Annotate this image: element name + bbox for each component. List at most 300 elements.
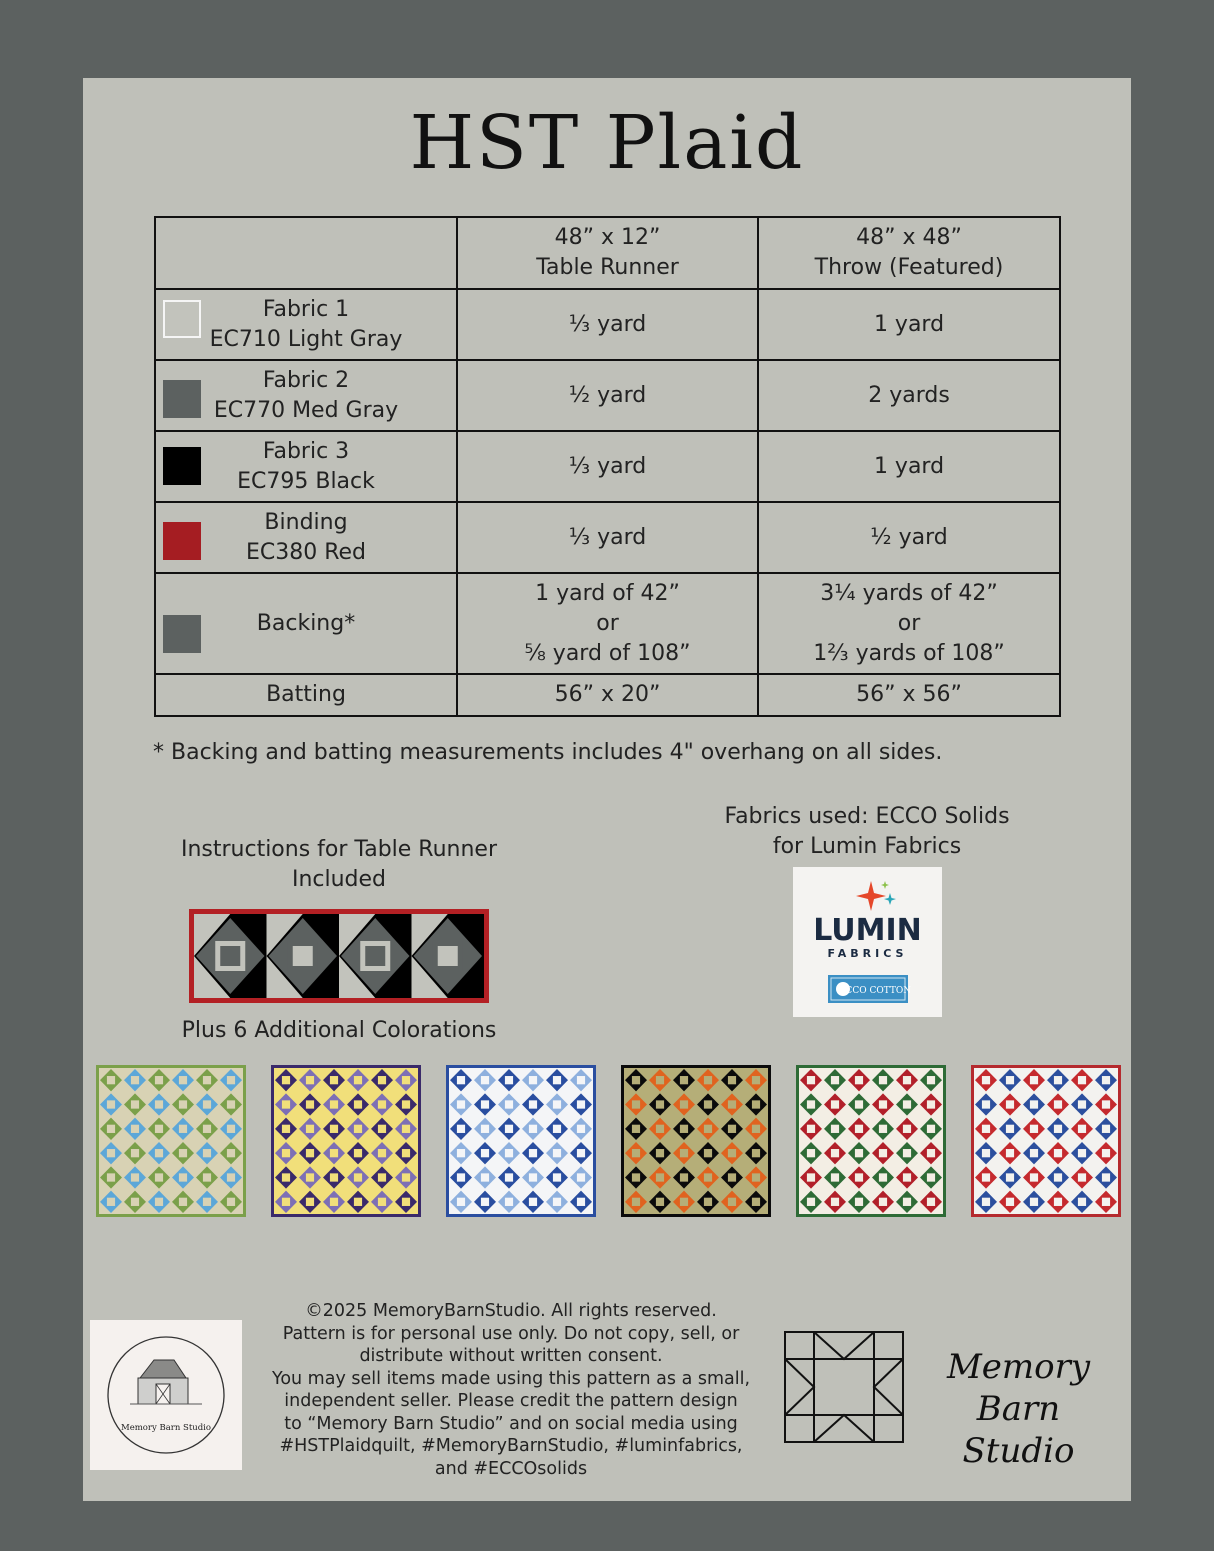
quilt-square (282, 1076, 290, 1084)
fabrics-used-line: Fabrics used: ECCO Solids (724, 804, 1010, 829)
sparkle-icon (884, 893, 896, 905)
quilt-square (529, 1173, 537, 1181)
quilt-square (481, 1173, 489, 1181)
quilt-square (354, 1076, 362, 1084)
instructions-text (139, 835, 539, 895)
quilt-square (1078, 1100, 1086, 1108)
lumin-subtitle: FABRICS (827, 947, 908, 960)
fabric-swatch (163, 300, 201, 338)
quilt-square (306, 1149, 314, 1157)
quilt-square (632, 1198, 640, 1206)
coloration-thumbnail (271, 1065, 421, 1217)
quilt-square (203, 1076, 211, 1084)
quilt-square (577, 1100, 585, 1108)
page-title: HST Plaid (409, 100, 805, 186)
quilt-square (855, 1149, 863, 1157)
quilt-square (378, 1149, 386, 1157)
quilt-square (306, 1125, 314, 1133)
quilt-square (577, 1125, 585, 1133)
overhang-note: * Backing and batting measurements includes 4" overhang on all sides. (153, 740, 943, 765)
fabric-swatch (163, 447, 201, 485)
table-row-backing (155, 573, 1060, 674)
fabric-name: Fabric 1 (262, 296, 350, 322)
quilt-square (831, 1076, 839, 1084)
quilt-square (306, 1173, 314, 1181)
quilt-square (282, 1149, 290, 1157)
quilt-square (1078, 1076, 1086, 1084)
quilt-square (632, 1076, 640, 1084)
fabric-name: Binding (264, 509, 348, 535)
quilt-square (680, 1100, 688, 1108)
quilt-square (131, 1173, 139, 1181)
instructions-line: Included (291, 867, 387, 892)
quilt-square (728, 1076, 736, 1084)
quilt-square (1030, 1100, 1038, 1108)
table-row-batting (155, 674, 1060, 716)
quilt-square (1030, 1076, 1038, 1084)
quilt-square (553, 1076, 561, 1084)
instructions-line: Instructions for Table Runner (180, 837, 498, 862)
quilt-background (974, 1068, 1118, 1214)
quilt-square (903, 1100, 911, 1108)
quilt-square (227, 1149, 235, 1157)
quilt-background (99, 1068, 243, 1214)
quilt-square (704, 1100, 712, 1108)
quilt-square (1078, 1198, 1086, 1206)
coloration-quilt-graphic (621, 1065, 771, 1217)
quilt-square (680, 1173, 688, 1181)
quilt-square (1030, 1149, 1038, 1157)
quilt-square (927, 1076, 935, 1084)
quilt-square (1054, 1173, 1062, 1181)
quilt-square (807, 1100, 815, 1108)
pattern-page (83, 78, 1131, 1501)
fabric-name: Fabric 2 (262, 367, 350, 393)
quilt-square (927, 1198, 935, 1206)
quilt-square (903, 1076, 911, 1084)
quilt-square (1054, 1100, 1062, 1108)
table-runner-illustration (189, 909, 489, 1003)
fabric-requirements-table (154, 216, 1061, 717)
quilt-square (1102, 1100, 1110, 1108)
header-size: 48” x 12” (554, 225, 661, 250)
header-cell-table-runner (457, 217, 758, 289)
quilt-square (656, 1100, 664, 1108)
quilt-square (577, 1198, 585, 1206)
throw-amount (758, 573, 1060, 674)
quilt-square (457, 1198, 465, 1206)
ecco-badge-text: ECCO COTTON (838, 986, 912, 996)
quilt-square (505, 1076, 513, 1084)
quilt-square (505, 1173, 513, 1181)
quilt-square (807, 1173, 815, 1181)
quilt-square (1006, 1100, 1014, 1108)
quilt-square (155, 1125, 163, 1133)
quilt-square (179, 1125, 187, 1133)
quilt-square (1030, 1125, 1038, 1133)
fabric-swatch (163, 380, 201, 418)
coloration-quilt-graphic (971, 1065, 1121, 1217)
quilt-square (704, 1198, 712, 1206)
quilt-square (903, 1125, 911, 1133)
quilt-square (354, 1149, 362, 1157)
quilt-square (378, 1173, 386, 1181)
coloration-thumbnail (971, 1065, 1121, 1217)
quilt-square (855, 1125, 863, 1133)
copyright-line: You may sell items made using this pattern as a small, (271, 1368, 751, 1389)
quilt-square (1030, 1198, 1038, 1206)
copyright-line: independent seller. Please credit the pattern design (284, 1391, 738, 1411)
quilt-square (330, 1173, 338, 1181)
quilt-square (179, 1100, 187, 1108)
quilt-square (903, 1173, 911, 1181)
quilt-square (752, 1076, 760, 1084)
quilt-square (354, 1173, 362, 1181)
brand-line: Memory Barn (946, 1347, 1091, 1429)
copyright-line: distribute without written consent. (359, 1346, 663, 1366)
quilt-square (1102, 1076, 1110, 1084)
quilt-square (927, 1125, 935, 1133)
quilt-square (680, 1125, 688, 1133)
quilt-square (227, 1125, 235, 1133)
quilt-square (457, 1076, 465, 1084)
quilt-square (330, 1125, 338, 1133)
backing-or: or (897, 610, 921, 636)
quilt-square (1054, 1125, 1062, 1133)
barn-logo-graphic (90, 1320, 242, 1470)
throw-amount: 1 yard (758, 289, 1060, 360)
quilt-square (879, 1149, 887, 1157)
quilt-square (529, 1125, 537, 1133)
fabric-swatch (163, 615, 201, 653)
quilt-square (107, 1125, 115, 1133)
throw-amount: ½ yard (758, 502, 1060, 573)
quilt-square (577, 1173, 585, 1181)
backing-option: 3¼ yards of 42” (820, 580, 998, 606)
quilt-square (1102, 1125, 1110, 1133)
runner-quilt-graphic (194, 914, 484, 998)
lumin-fabrics-logo (793, 867, 942, 1017)
quilt-square (879, 1100, 887, 1108)
table-header-row (155, 217, 1060, 289)
quilt-square (402, 1125, 410, 1133)
throw-amount: 1 yard (758, 431, 1060, 502)
quilt-square (632, 1149, 640, 1157)
quilt-square (227, 1198, 235, 1206)
quilt-square (680, 1149, 688, 1157)
brand-wordmark (911, 1346, 1126, 1472)
quilt-square (330, 1100, 338, 1108)
quilt-square (354, 1125, 362, 1133)
coloration-quilt-graphic (96, 1065, 246, 1217)
quilt-square (656, 1198, 664, 1206)
quilt-square (155, 1198, 163, 1206)
quilt-square (704, 1173, 712, 1181)
backing-option: 1⅔ yards of 108” (813, 640, 1005, 666)
quilt-square (855, 1173, 863, 1181)
quilt-square (306, 1100, 314, 1108)
fabric-name: Fabric 3 (262, 438, 350, 464)
quilt-square (457, 1149, 465, 1157)
quilt-square (203, 1149, 211, 1157)
quilt-square (1006, 1173, 1014, 1181)
star-icon (856, 881, 886, 911)
quilt-square (481, 1125, 489, 1133)
quilt-square (752, 1149, 760, 1157)
quilt-square (282, 1173, 290, 1181)
quilt-square (831, 1198, 839, 1206)
header-label: Table Runner (536, 255, 679, 280)
fabric-code: EC710 Light Gray (209, 326, 403, 352)
quilt-square (378, 1198, 386, 1206)
quilt-square (680, 1198, 688, 1206)
batting-label: Batting (155, 674, 457, 716)
quilt-square (330, 1149, 338, 1157)
coloration-quilt-graphic (446, 1065, 596, 1217)
quilt-square (728, 1149, 736, 1157)
fabrics-used-line: for Lumin Fabrics (772, 834, 962, 859)
quilt-square (282, 1100, 290, 1108)
quilt-square (481, 1149, 489, 1157)
copyright-line: ©2025 MemoryBarnStudio. All rights reserved. (305, 1301, 717, 1321)
quilt-square (203, 1125, 211, 1133)
quilt-square (282, 1125, 290, 1133)
coloration-thumbnail (96, 1065, 246, 1217)
lumin-logo-graphic (793, 867, 942, 1017)
quilt-square (131, 1100, 139, 1108)
quilt-square (553, 1173, 561, 1181)
throw-amount: 2 yards (758, 360, 1060, 431)
quilt-background (274, 1068, 418, 1214)
brand-line: Studio (962, 1431, 1075, 1471)
quilt-square (982, 1125, 990, 1133)
backing-label: Backing* (256, 610, 356, 636)
header-cell-throw (758, 217, 1060, 289)
fabrics-used-text (653, 802, 1081, 862)
quilt-square (807, 1125, 815, 1133)
quilt-square (179, 1173, 187, 1181)
fabric-code: EC380 Red (245, 539, 367, 565)
quilt-background (799, 1068, 943, 1214)
quilt-square (982, 1076, 990, 1084)
quilt-square (903, 1198, 911, 1206)
quilt-square (227, 1173, 235, 1181)
quilt-square (107, 1076, 115, 1084)
barn-roof-icon (140, 1360, 186, 1378)
quilt-square (505, 1149, 513, 1157)
quilt-square (752, 1173, 760, 1181)
quilt-square (632, 1173, 640, 1181)
fabric-label-cell (155, 502, 457, 573)
quilt-square (553, 1149, 561, 1157)
quilt-square (1102, 1198, 1110, 1206)
quilt-square (529, 1100, 537, 1108)
quilt-square (457, 1173, 465, 1181)
lumin-wordmark: LUMIN (813, 913, 922, 948)
fabric-label-cell (155, 360, 457, 431)
quilt-square (831, 1173, 839, 1181)
quilt-square (728, 1198, 736, 1206)
fabric-label-cell (155, 573, 457, 674)
backing-option: ⅝ yard of 108” (524, 640, 691, 666)
fabric-code: EC770 Med Gray (213, 397, 399, 423)
coloration-quilt-graphic (271, 1065, 421, 1217)
runner-square-inner (293, 946, 313, 966)
quilt-square (107, 1198, 115, 1206)
quilt-square (752, 1100, 760, 1108)
quilt-square (227, 1076, 235, 1084)
quilt-square (155, 1149, 163, 1157)
quilt-square (632, 1125, 640, 1133)
quilt-square (553, 1100, 561, 1108)
quilt-square (728, 1173, 736, 1181)
quilt-square (855, 1100, 863, 1108)
quilt-square (577, 1149, 585, 1157)
quilt-square (1006, 1125, 1014, 1133)
copyright-line: Pattern is for personal use only. Do not copy, sell, or (282, 1323, 740, 1344)
quilt-background (624, 1068, 768, 1214)
quilt-square (728, 1100, 736, 1108)
quilt-square (704, 1125, 712, 1133)
quilt-square (529, 1076, 537, 1084)
quilt-square (927, 1100, 935, 1108)
quilt-square (831, 1100, 839, 1108)
barn-logo (90, 1320, 242, 1470)
backing-or: or (596, 610, 619, 636)
quilt-square (179, 1198, 187, 1206)
table-row (155, 289, 1060, 360)
quilt-square (378, 1125, 386, 1133)
quilt-square (1078, 1173, 1086, 1181)
quilt-square (1054, 1198, 1062, 1206)
quilt-square (203, 1173, 211, 1181)
quilt-square (855, 1076, 863, 1084)
quilt-square (402, 1100, 410, 1108)
quilt-square (179, 1076, 187, 1084)
barn-logo-text: Memory Barn Studio (120, 1423, 212, 1433)
fabric-label-cell (155, 289, 457, 360)
quilt-square (505, 1125, 513, 1133)
quilt-square (402, 1198, 410, 1206)
quilt-square (632, 1100, 640, 1108)
quilt-square (680, 1076, 688, 1084)
quilt-square (831, 1125, 839, 1133)
header-cell-blank (155, 217, 457, 289)
quilt-square (529, 1198, 537, 1206)
quilt-square (155, 1100, 163, 1108)
quilt-square (831, 1149, 839, 1157)
quilt-square (704, 1076, 712, 1084)
quilt-square (131, 1125, 139, 1133)
quilt-square (227, 1100, 235, 1108)
quilt-square (330, 1198, 338, 1206)
table-row (155, 431, 1060, 502)
backing-option: 1 yard of 42” (535, 580, 680, 606)
quilt-square (807, 1076, 815, 1084)
quilt-square (879, 1173, 887, 1181)
quilt-square (1102, 1149, 1110, 1157)
runner-amount (457, 573, 758, 674)
fabric-swatch (163, 522, 201, 560)
quilt-square (553, 1198, 561, 1206)
quilt-square (457, 1125, 465, 1133)
quilt-square (481, 1100, 489, 1108)
quilt-square (728, 1125, 736, 1133)
coloration-quilt-graphic (796, 1065, 946, 1217)
quilt-square (656, 1076, 664, 1084)
copyright-text (255, 1300, 767, 1480)
quilt-square (752, 1125, 760, 1133)
quilt-square (481, 1076, 489, 1084)
quilt-square (282, 1198, 290, 1206)
table-row (155, 360, 1060, 431)
quilt-square (879, 1198, 887, 1206)
colorations-label: Plus 6 Additional Colorations (181, 1018, 497, 1043)
quilt-square (982, 1173, 990, 1181)
coloration-thumbnail (621, 1065, 771, 1217)
quilt-square (402, 1173, 410, 1181)
quilt-square (505, 1100, 513, 1108)
coloration-thumbnail (796, 1065, 946, 1217)
quilt-square (927, 1149, 935, 1157)
quilt-square (354, 1100, 362, 1108)
quilt-square (879, 1125, 887, 1133)
quilt-square (402, 1149, 410, 1157)
quilt-square (704, 1149, 712, 1157)
quilt-square (855, 1198, 863, 1206)
quilt-square (656, 1173, 664, 1181)
runner-amount: ⅓ yard (457, 431, 758, 502)
quilt-square (656, 1125, 664, 1133)
fabric-label-cell (155, 431, 457, 502)
quilt-square (155, 1076, 163, 1084)
runner-amount: ⅓ yard (457, 289, 758, 360)
quilt-square (1078, 1125, 1086, 1133)
copyright-line: #HSTPlaidquilt, #MemoryBarnStudio, #luminfabrics, (279, 1436, 743, 1456)
quilt-square (203, 1100, 211, 1108)
quilt-square (481, 1198, 489, 1206)
runner-amount: 56” x 20” (457, 674, 758, 716)
quilt-square (378, 1076, 386, 1084)
sparkle-icon (881, 881, 889, 889)
quilt-square (203, 1198, 211, 1206)
quilt-block-icon (783, 1330, 905, 1445)
quilt-square (179, 1149, 187, 1157)
quilt-square (1078, 1149, 1086, 1157)
quilt-square (903, 1149, 911, 1157)
quilt-square (1102, 1173, 1110, 1181)
quilt-square (982, 1100, 990, 1108)
quilt-square (553, 1125, 561, 1133)
runner-amount: ½ yard (457, 360, 758, 431)
quilt-square (982, 1149, 990, 1157)
quilt-square (131, 1076, 139, 1084)
quilt-square (131, 1149, 139, 1157)
quilt-square (982, 1198, 990, 1206)
quilt-square (306, 1198, 314, 1206)
quilt-square (752, 1198, 760, 1206)
table-row (155, 502, 1060, 573)
header-label: Throw (Featured) (814, 255, 1004, 280)
quilt-square (306, 1076, 314, 1084)
quilt-square (330, 1076, 338, 1084)
throw-amount: 56” x 56” (758, 674, 1060, 716)
quilt-square (879, 1076, 887, 1084)
quilt-square (807, 1198, 815, 1206)
header-size: 48” x 48” (856, 225, 962, 250)
quilt-square (1030, 1173, 1038, 1181)
coloration-thumbnail (446, 1065, 596, 1217)
